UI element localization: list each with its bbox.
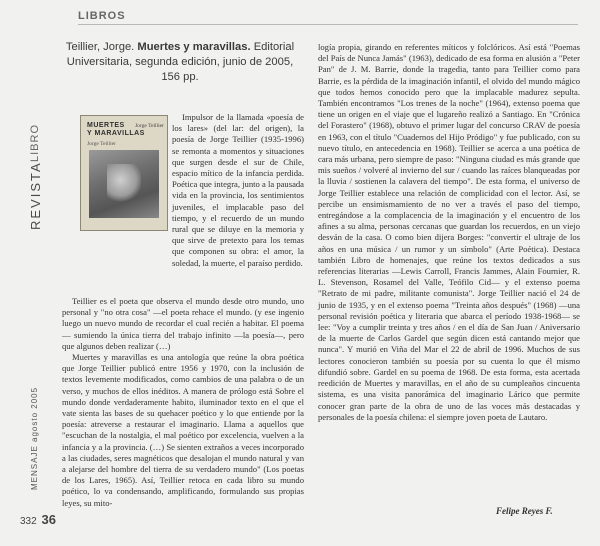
section-rule bbox=[78, 24, 578, 25]
page-number-value: 36 bbox=[41, 512, 56, 527]
reviewer-signature: Felipe Reyes F. bbox=[496, 506, 553, 516]
review-paragraph: Teillier es el poeta que observa el mundo desde otro mundo, uno personal y "no otra cosa" —el poeta rehace el mundo. (y ese ingenio luego un nuevo mundo de recordar el cual recién a habitar. El poema— sumiendo la única tierra del trabajo infinito —la poesía—, pero que algunos deben realizar (…) bbox=[62, 296, 304, 351]
book-citation bbox=[62, 40, 298, 85]
review-paragraph: Impulsor de la llamada «poesía de los lares» (del lar: del origen), la poesía de Jorge Teillier (1935-1996) se remonta a momentos y situaciones que surgen desde el sur de Chile, espacio mítico de la infancia perdida. Poética que integra, junto a la pausada vida en la provincia, los sentimientos juveniles, el implacable paso del tiempo, y el recuerdo de un mundo rural que se diluye en la memoria y que sirve de pretexto para los temas que componen su obra: el amor, la soledad, la muerte, el paraíso perdido. bbox=[172, 112, 304, 268]
review-paragraph: logía propia, girando en referentes míticos y folclóricos. Así está "Poemas del País de Nunca Jamás" (1963), dedicado de esa forma en alusión a "Peter Pan" de J. M. Barrie, donde la tragedia, tanto para Teillier como para Barrie, es la pérdida de la imaginación infantil, el olvido del mundo mágico que todos hemos conocido pero que la implacable madurez sepulta. También encontramos "Los trenes de la noche" (1964), extenso poema que tiene un origen en el viaje que el lugareño realizó a Santiago. En "Crónica del Forastero" (1968), obtuvo el primer lugar del concurso CRAV de poesía en 1963, con el título "Cuadernos del Hijo Pródigo" y fue publicado, con su nuevo título, en antecedencia en 1968). Teillier se acerca a una poética de cara más urbana, pero siempre de paso: "Ninguna ciudad es más grande que mis sueños / volveré al invierno del sur / cuando las raíces blanqueadas por la lluvia / sostienen la calavera del tiempo". De esta forma, el universo de Jorge Teillier establece una relación de complicidad con el lector. Así, se percibe un ensimismamiento de no ver a través el paso del tiempo, entregándose a la complacencia de la imaginación y el encuentro de los afines a su alma, personas cercanas que guardan los recuerdos, en un viejo desván de la casa. O como bien dijera Borges: "convertir el ultraje de los años en una música / un rumor y un símbolo" (Arte Poética). Destaca también Libro de homenajes, que reúne los textos dedicados a sus referencias literarias —Lewis Carroll, Francis Jammes, Alain Fournier, R. L. Stevenson, Rosamel del Valle, Teófilo Cid— y el extenso poema "Retrato de mi padre, militante comunista". Jorge Teillier nació el 24 de junio de 1935, y en el extenso poema "Treinta años después" (1968) —una personal revisión poética y literaria que abarca el período 1938-1968— se lee: "Voy a cumplir treinta y tres años / en el día de San Juan / Aniversario de la muerte de Carlos Gardel que según dicen está cantando mejor que nunca". Y murió en Viña del Mar el 22 de abril de 1996. Muchos de sus lectores conocieron también su poesía por su cuenta lo que él mismo difundió sobre. Gardel en su poema de 1968. De esta forma, esta acertada reedición de Muertes y maravillas, en el año de su cumpleaños cincuenta sistema, es una visita panorámica del imaginario Lárico que permite conocer gran parte de la obra de uno de las voces más destacadas y personales de la poesía chilena: el siempre joven poeta de Lautaro. bbox=[318, 42, 580, 422]
spine-magazine: REVISTA bbox=[28, 161, 43, 230]
cover-artwork bbox=[89, 150, 159, 218]
page-number bbox=[20, 512, 56, 527]
spine-issue: MENSAJE agosto 2005 bbox=[30, 386, 39, 490]
review-column-left-top bbox=[172, 112, 304, 269]
cover-title-line2: Y MARAVILLAS bbox=[87, 130, 145, 137]
spine bbox=[22, 110, 52, 530]
cover-author: Jorge Teillier bbox=[135, 123, 164, 129]
book-cover bbox=[80, 115, 168, 231]
citation-author: Teillier, Jorge. bbox=[65, 41, 135, 53]
section-label: LIBROS bbox=[78, 10, 126, 22]
review-column-left-bottom bbox=[62, 296, 304, 509]
review-paragraph: Muertes y maravillas es una antología que reúne la obra poética que Jorge Teillier publicó entre 1956 y 1970, con la inclusión de textos levemente modificados, como cambios de una palabra o de un verso, y muchos de ellos inéditos. A manera de prólogo está Sobre el mundo donde verdaderamente habito, iluminador texto en el que el vate sienta las bases de su quehacer poético y lo que entiende por la poesía: atreverse a restaurar el imaginario. Llama a aquellos que "escuchan de la nostalgia, el mal poético por excelencia, vuelven a la infancia y a la provincia. (…) Se sienten extraños a veces incorporado a las ciudades, seres magnéticos que desalojan el mundo natural y van a alejarse del hombre del tierra de su verdadero mundo" (Los poetas de los Lares, 1965). Así, Teillier retoca en cada libro su mundo poético, lo va condensando, amplificando, formulando sus propias leyes, su mito- bbox=[62, 352, 304, 508]
citation-title: Muertes y maravillas. bbox=[137, 41, 251, 53]
review-column-right bbox=[318, 42, 580, 423]
cover-subtitle: Jorge Teillier bbox=[87, 141, 116, 147]
spine-subtitle: LIBRO bbox=[29, 123, 41, 162]
cover-title-line1: MUERTES bbox=[87, 122, 125, 129]
citation-details: Editorial Universitaria, segunda edición, junio de 2005, 156 pp. bbox=[66, 41, 295, 83]
page-prefix: 332 bbox=[20, 516, 37, 527]
